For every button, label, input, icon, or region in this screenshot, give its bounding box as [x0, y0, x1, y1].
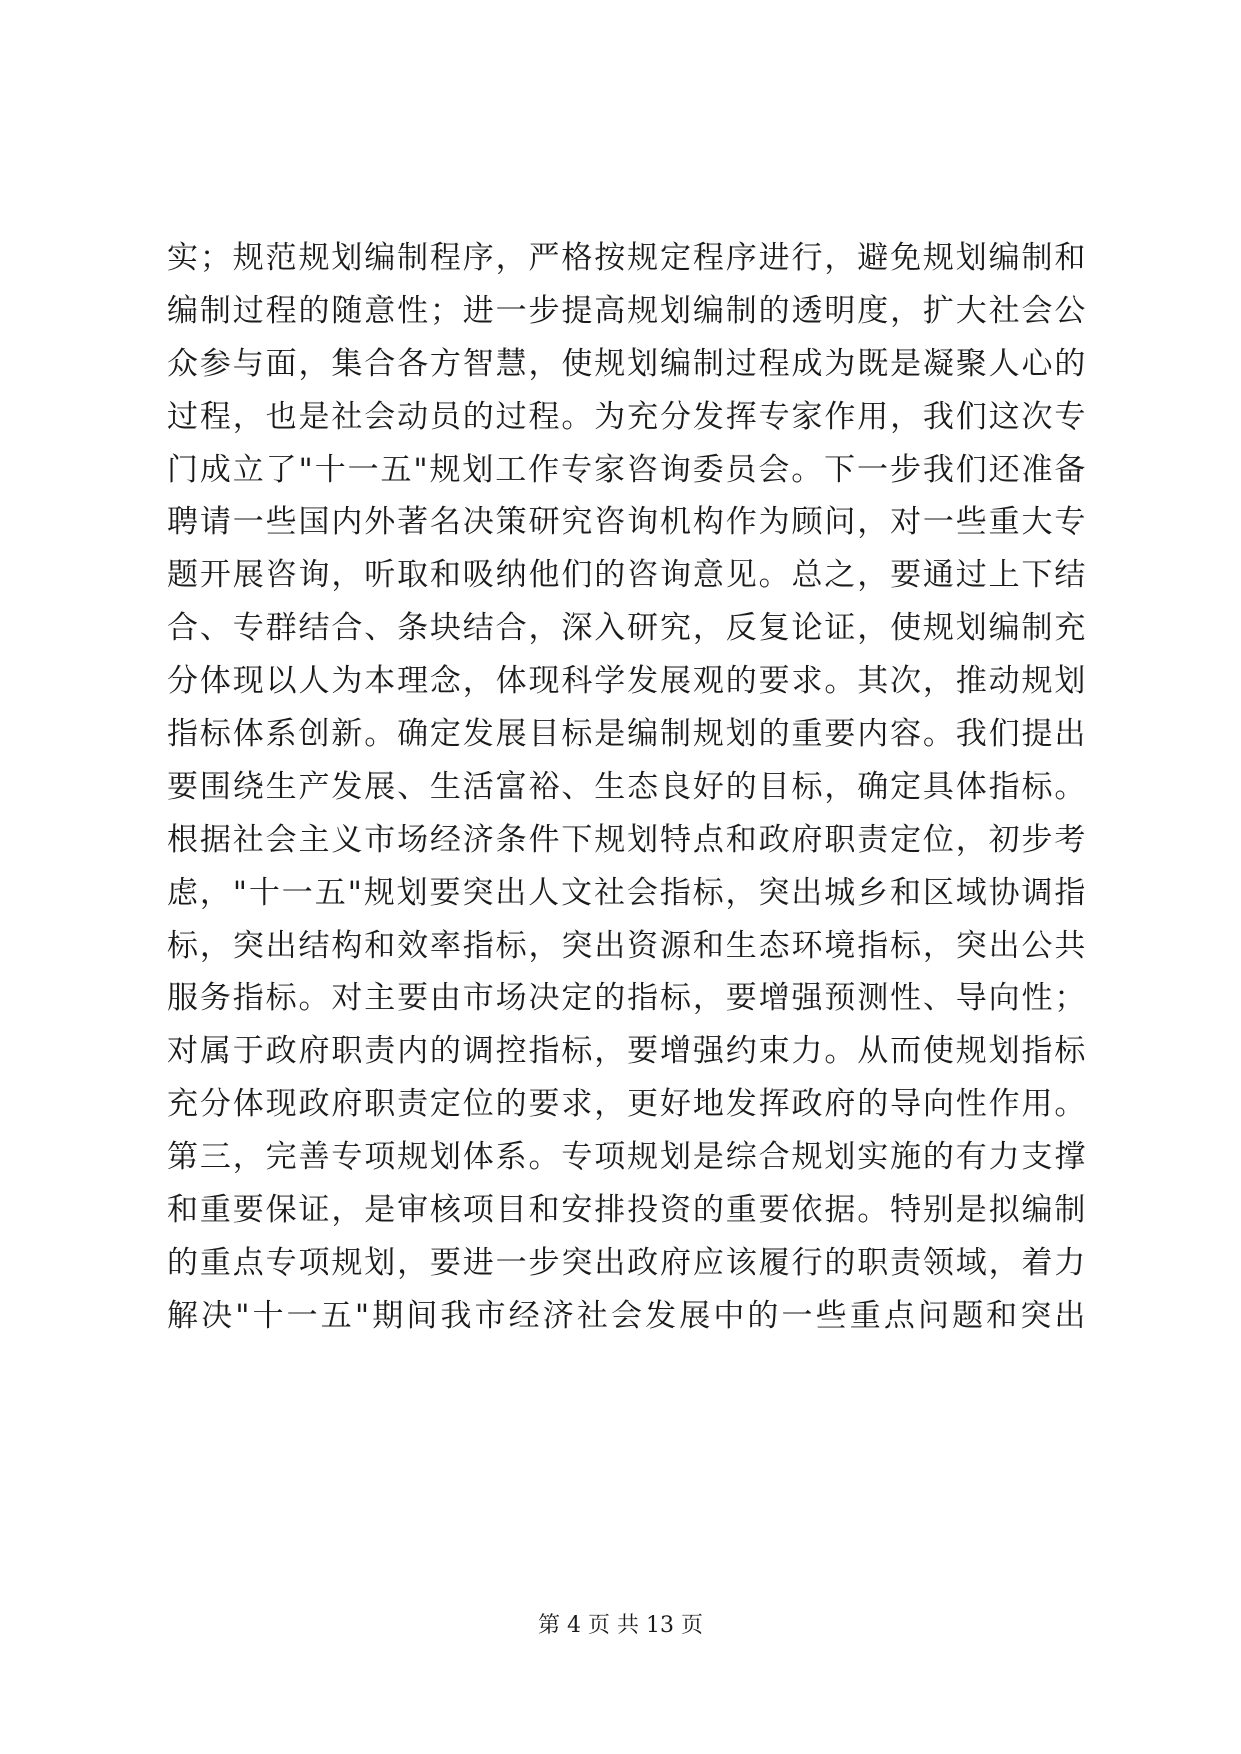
text-line: 要围绕生产发展、生活富裕、生态良好的目标，确定具体指标。	[167, 768, 1087, 805]
text-line: 和重要保证，是审核项目和安排投资的重要依据。特别是拟编制	[167, 1192, 1087, 1229]
text-line: 合、专群结合、条块结合，深入研究，反复论证，使规划编制充	[167, 610, 1087, 647]
text-line: 标，突出结构和效率指标，突出资源和生态环境指标，突出公共	[167, 927, 1087, 964]
text-line: 编制过程的随意性；进一步提高规划编制的透明度，扩大社会公	[167, 292, 1087, 329]
body-text	[167, 232, 1087, 1343]
page-footer: 第 4 页 共 13 页	[538, 1613, 703, 1638]
text-line: 众参与面，集合各方智慧，使规划编制过程成为既是凝聚人心的	[167, 345, 1087, 382]
text-line: 过程，也是社会动员的过程。为充分发挥专家作用，我们这次专	[167, 398, 1087, 435]
text-line: 充分体现政府职责定位的要求，更好地发挥政府的导向性作用。	[167, 1086, 1087, 1123]
text-line: 解决"十一五"期间我市经济社会发展中的一些重点问题和突出	[167, 1297, 1087, 1334]
text-line: 对属于政府职责内的调控指标，要增强约束力。从而使规划指标	[167, 1033, 1087, 1070]
text-line: 指标体系创新。确定发展目标是编制规划的重要内容。我们提出	[167, 716, 1087, 753]
text-line: 的重点专项规划，要进一步突出政府应该履行的职责领域，着力	[167, 1244, 1087, 1281]
text-line: 服务指标。对主要由市场决定的指标，要增强预测性、导向性；	[167, 980, 1087, 1017]
text-line: 聘请一些国内外著名决策研究咨询机构作为顾问，对一些重大专	[167, 504, 1087, 541]
text-line: 分体现以人为本理念，体现科学发展观的要求。其次，推动规划	[167, 663, 1087, 700]
text-line: 门成立了"十一五"规划工作专家咨询委员会。下一步我们还准备	[167, 451, 1087, 488]
text-line: 题开展咨询，听取和吸纳他们的咨询意见。总之，要通过上下结	[167, 557, 1087, 594]
text-line: 虑，"十一五"规划要突出人文社会指标，突出城乡和区域协调指	[167, 874, 1087, 911]
text-line: 第三，完善专项规划体系。专项规划是综合规划实施的有力支撑	[167, 1139, 1087, 1176]
text-line: 根据社会主义市场经济条件下规划特点和政府职责定位，初步考	[167, 821, 1087, 858]
text-line: 实；规范规划编制程序，严格按规定程序进行，避免规划编制和	[167, 240, 1087, 276]
